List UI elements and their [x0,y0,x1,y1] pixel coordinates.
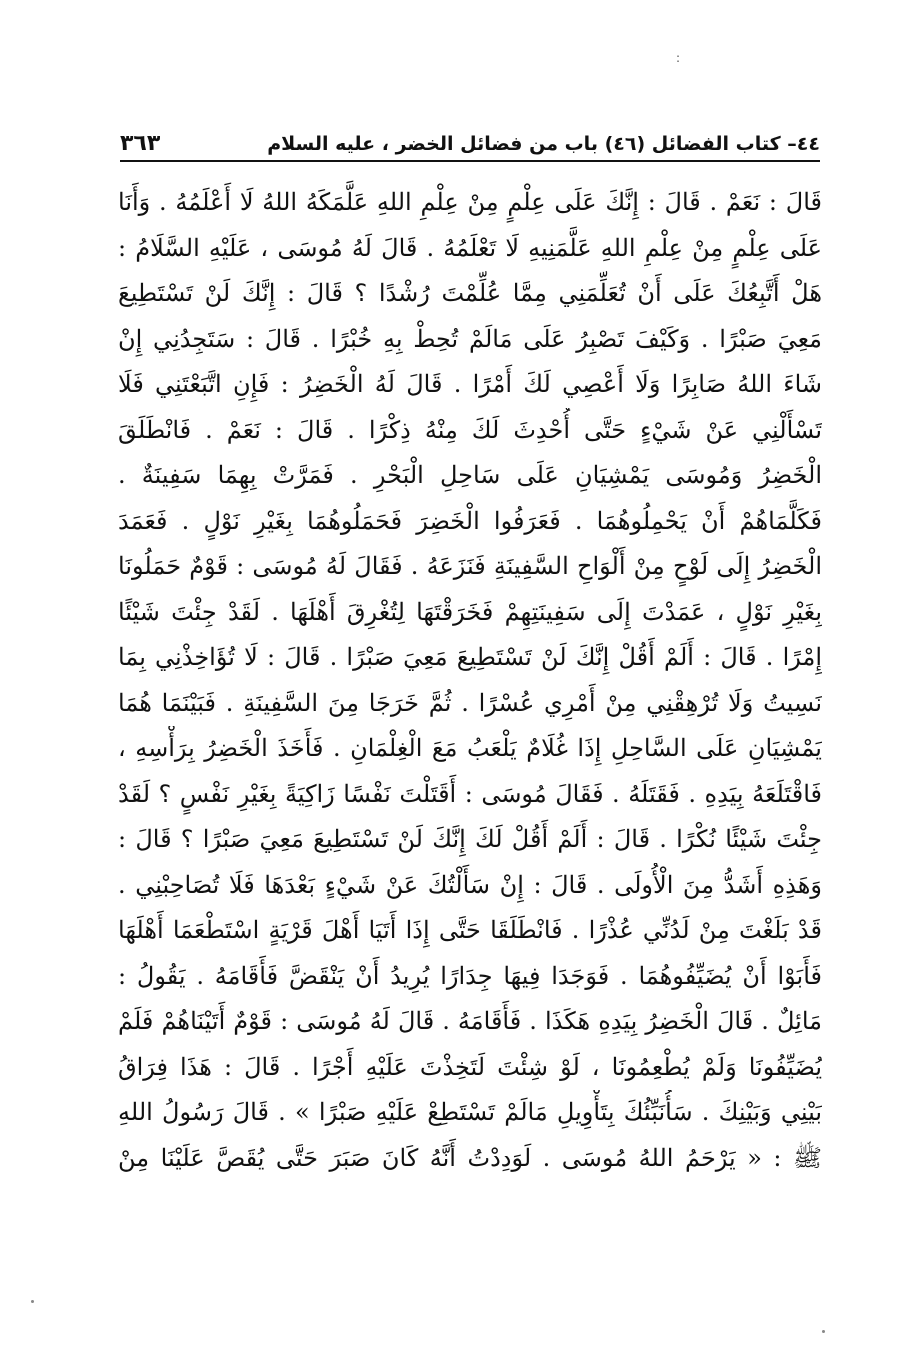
scan-speck [31,1300,34,1303]
text-line: بِغَيْرِ نَوْلٍ ، عَمَدْتَ إِلَى سَفِينَتِهِمْ فَخَرَقْتَهَا لِتُغْرِقَ أَهْلَهَا . لَقَدْ جِئْتَ شَيْئًا [118,597,822,626]
text-line: عَلَى عِلْمٍ مِنْ عِلْمِ اللهِ عَلَّمَنِيهِ لَا تَعْلَمُهُ . قَالَ لَهُ مُوسَى ، عَلَيْهِ السَّلَامُ : [118,233,822,262]
text-line: قَالَ : نَعَمْ . قَالَ : إِنَّكَ عَلَى عِلْمٍ مِنْ عِلْمِ اللهِ عَلَّمَكَهُ اللهُ لَا أَعْلَمُهُ . وَأَنَا [118,188,822,216]
hadith-text [118,180,822,1181]
scan-mark: : [676,51,681,65]
text-line: قَدْ بَلَغْتَ مِنْ لَدُنِّي عُذْرًا . فَانْطَلَقَا حَتَّى إِذَا أَتَيَا أَهْلَ قَرْيَةٍ اسْتَطْعَمَا أَهْلَهَا [118,916,822,944]
text-line: مَعِيَ صَبْرًا . وَكَيْفَ تَصْبِرُ عَلَى مَالَمْ تُحِطْ بِهِ خُبْرًا . قَالَ : سَتَجِدُنِي إِنْ [118,324,822,353]
running-header [120,120,820,162]
text-line: تَسْأَلْنِي عَنْ شَيْءٍ حَتَّى أُحْدِثَ لَكَ مِنْهُ ذِكْرًا . قَالَ : نَعَمْ . فَانْطَلَقَ [118,415,822,444]
chapter-heading: ٤٤– كتاب الفضائل (٤٦) باب من فضائل الخضر ، عليه السلام [267,133,820,155]
text-line: هَلْ أَتَّبِعُكَ عَلَى أَنْ تُعَلِّمَنِي مِمَّا عُلِّمْتَ رُشْدًا ؟ قَالَ : إِنَّكَ لَنْ تَسْتَطِيعَ [118,279,822,307]
text-line: الْخَضِرُ إِلَى لَوْحٍ مِنْ أَلْوَاحِ السَّفِينَةِ فَنَزَعَهُ . فَقَالَ لَهُ مُوسَى : قَوْمٌ حَمَلُونَا [118,552,822,580]
text-line: ﷺ : « يَرْحَمُ اللهُ مُوسَى . لَوَدِدْتُ أَنَّهُ كَانَ صَبَرَ حَتَّى يُقَصَّ عَلَيْنَا مِنْ [118,1143,822,1172]
text-line: وَهَذِهِ أَشَدُّ مِنَ الْأُولَى . قَالَ : إِنْ سَأَلْتُكَ عَنْ شَيْءٍ بَعْدَهَا فَلَا تُصَاحِبْنِي . [118,870,822,899]
text-line: شَاءَ اللهُ صَابِرًا وَلَا أَعْصِي لَكَ أَمْرًا . قَالَ لَهُ الْخَضِرُ : فَإِنِ اتَّبَعْتَنِي فَلَا [118,370,822,398]
text-line: فَاقْتَلَعَهُ بِيَدِهِ . فَقَتَلَهُ . فَقَالَ مُوسَى : أَقَتَلْتَ نَفْسًا زَاكِيَةً بِغَيْرِ نَفْسٍ ؟ لَقَدْ [118,779,822,808]
text-line: يُضَيِّفُونَا وَلَمْ يُطْعِمُونَا ، لَوْ شِئْتَ لَتَخِذْتَ عَلَيْهِ أَجْرًا . قَالَ : هَذَا فِرَاقُ [118,1052,822,1081]
text-line: مَائِلٌ . قَالَ الْخَضِرُ بِيَدِهِ هَكَذَا . فَأَقَامَهُ . قَالَ لَهُ مُوسَى : قَوْمٌ أَتَيْنَاهُمْ فَلَمْ [118,1007,822,1035]
text-line: فَأَبَوْا أَنْ يُضَيِّفُوهُمَا . فَوَجَدَا فِيهَا جِدَارًا يُرِيدُ أَنْ يَنْقَضَّ فَأَقَامَهُ . يَقُولُ : [118,961,822,990]
text-line: يَمْشِيَانِ عَلَى السَّاحِلِ إِذَا غُلَامٌ يَلْعَبُ مَعَ الْغِلْمَانِ . فَأَخَذَ الْخَضِرُ بِرَأْسِهِ ، [118,734,822,762]
page-number: ٣٦٣ [120,131,161,156]
text-line: نَسِيتُ وَلَا تُرْهِقْنِي مِنْ أَمْرِي عُسْرًا . ثُمَّ خَرَجَا مِنَ السَّفِينَةِ . فَبَيْنَمَا هُمَا [118,688,822,717]
text-line: فَكَلَّمَاهُمْ أَنْ يَحْمِلُوهُمَا . فَعَرَفُوا الْخَضِرَ فَحَمَلُوهُمَا بِغَيْرِ نَوْلٍ . فَعَمَدَ [118,506,822,535]
scan-speck [822,1330,825,1333]
text-line: بَيْنِي وَبَيْنِكَ . سَأُنَبِّئُكَ بِتَأْوِيلِ مَالَمْ تَسْتَطِعْ عَلَيْهِ صَبْرًا » . قَالَ رَسُولُ اللهِ [118,1098,822,1126]
text-line: الْخَضِرُ وَمُوسَى يَمْشِيَانِ عَلَى سَاحِلِ الْبَحْرِ . فَمَرَّتْ بِهِمَا سَفِينَةٌ . [118,461,822,489]
text-line: جِئْتَ شَيْئًا نُكْرًا . قَالَ : أَلَمْ أَقُلْ لَكَ إِنَّكَ لَنْ تَسْتَطِيعَ مَعِيَ صَبْرًا ؟ قَالَ : [118,825,822,853]
text-line: إِمْرًا . قَالَ : أَلَمْ أَقُلْ إِنَّكَ لَنْ تَسْتَطِيعَ مَعِيَ صَبْرًا . قَالَ : لَا تُؤَاخِذْنِي بِمَا [118,643,822,671]
